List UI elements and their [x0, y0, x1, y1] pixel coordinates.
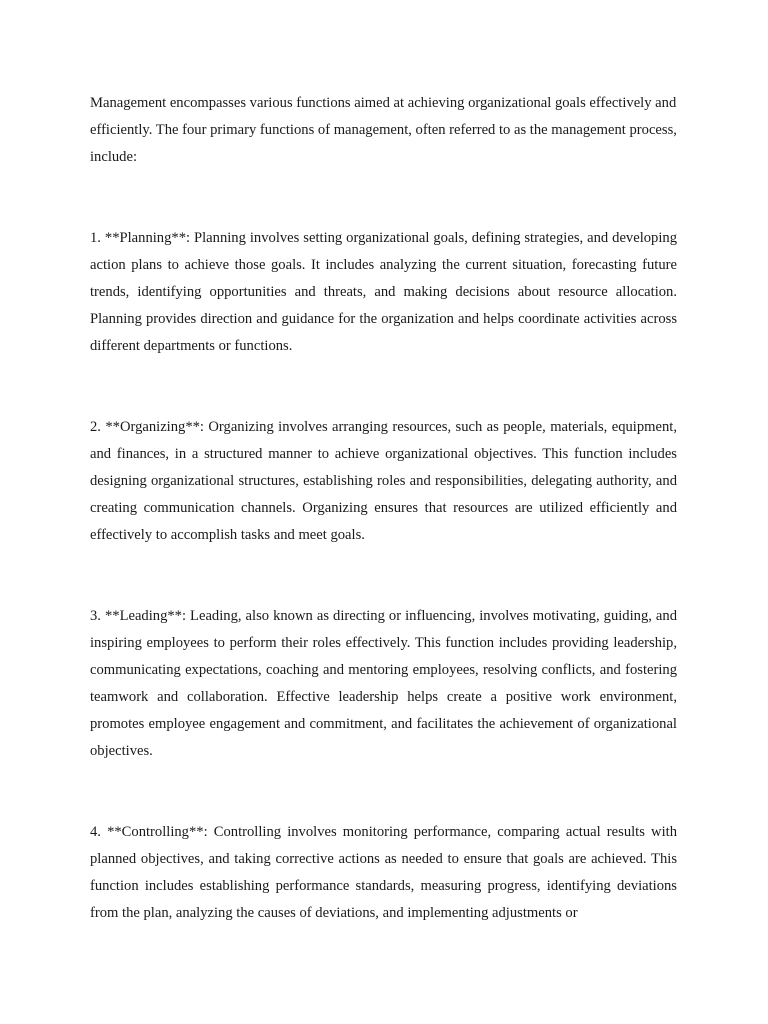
document-body: [90, 90, 677, 981]
controlling-paragraph: 4. **Controlling**: Controlling involves monitoring performance, comparing actual results with planned objectives, and taking corrective actions as needed to ensure that goals are achieved. This function includes establishing performance standards, measuring progress, identifying deviations from the plan, analyzing the causes of deviations, and implementing adjustments or: [90, 824, 677, 921]
leading-paragraph: 3. **Leading**: Leading, also known as directing or influencing, involves motivating, guiding, and inspiring employees to perform their roles effectively. This function includes providing leadership, communicating expectations, coaching and mentoring employees, resolving conflicts, and fostering teamwork and collaboration. Effective leadership helps create a positive work environment, promotes employee engagement and commitment, and facilitates the achievement of organizational objectives.: [90, 608, 677, 759]
intro-paragraph: Management encompasses various functions aimed at achieving organizational goals effectively and efficiently. The four primary functions of management, often referred to as the management process, include:: [90, 95, 677, 165]
planning-paragraph: 1. **Planning**: Planning involves setting organizational goals, defining strategies, and developing action plans to achieve those goals. It includes analyzing the current situation, forecasting future trends, identifying opportunities and threats, and making decisions about resource allocation. Planning provides direction and guidance for the organization and helps coordinate activities across different departments or functions.: [90, 230, 677, 354]
organizing-paragraph: 2. **Organizing**: Organizing involves arranging resources, such as people, materials, equipment, and finances, in a structured manner to achieve organizational objectives. This function includes designing organizational structures, establishing roles and responsibilities, delegating authority, and creating communication channels. Organizing ensures that resources are utilized efficiently and effectively to accomplish tasks and meet goals.: [90, 419, 677, 543]
